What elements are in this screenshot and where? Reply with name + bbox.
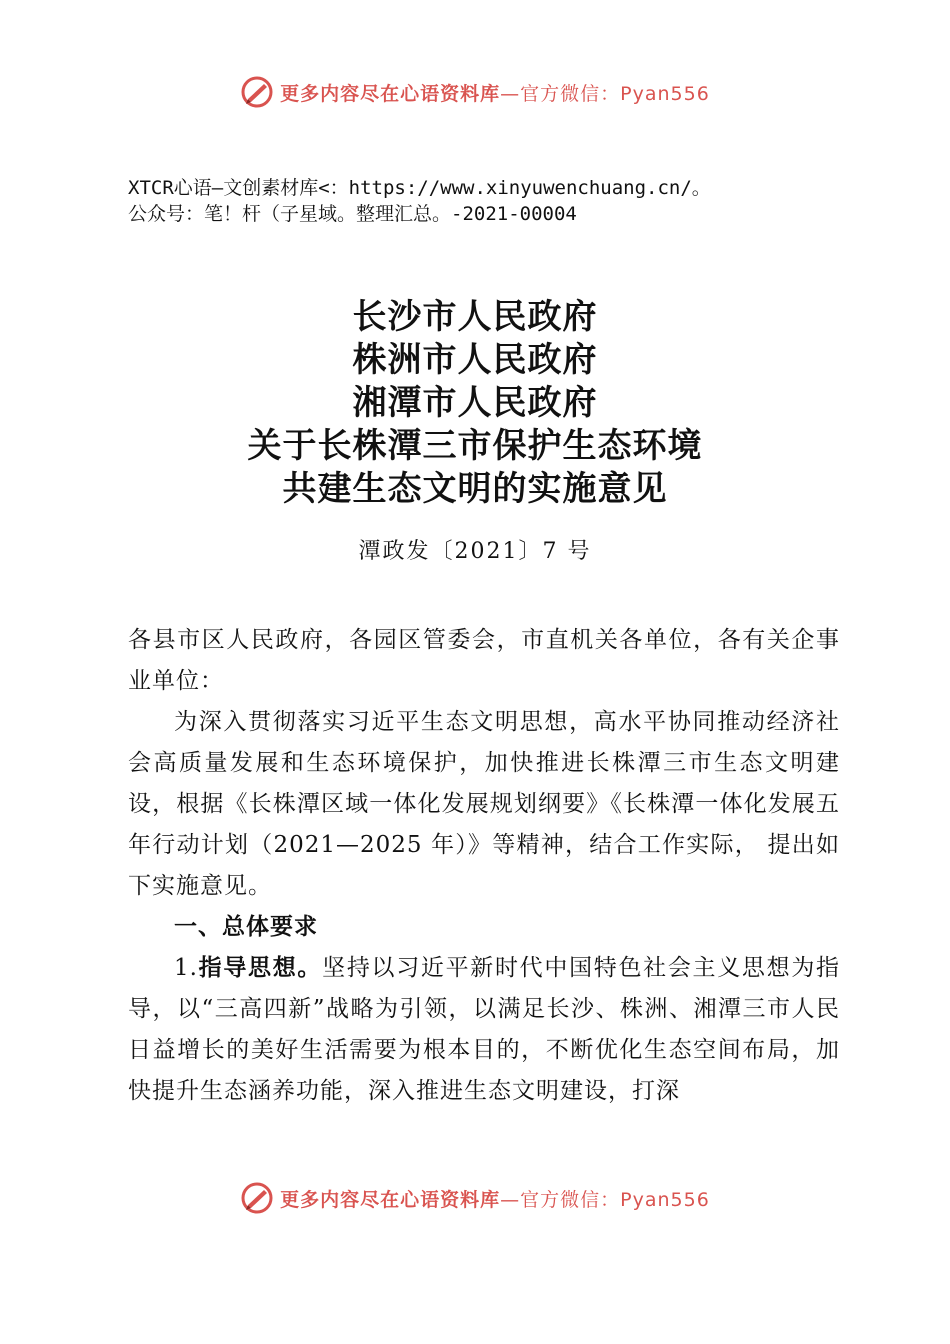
title-line: 株洲市人民政府 xyxy=(352,340,598,380)
brand-logo-icon xyxy=(240,1181,274,1215)
source-line: 公众号：笔！杆（子星域。整理汇总。-2021-00004 xyxy=(128,203,577,225)
source-line: XTCR心语—文创素材库<：https://www.xinyuwenchuang.cn/。 xyxy=(128,177,711,199)
section-heading: 一、总体要求 xyxy=(174,914,318,940)
recipients: 各县市区人民政府，各园区管委会，市直机关各单位，各有关企事业单位： xyxy=(128,627,840,694)
brand-logo-icon xyxy=(240,75,274,109)
item-lead: 指导思想。 xyxy=(197,955,323,981)
watermark-text: 更多内容尽在心语资料库—官方微信：Pyan556 xyxy=(280,1188,710,1211)
title-line: 共建生态文明的实施意见 xyxy=(282,469,668,509)
watermark-footer xyxy=(0,1178,950,1218)
watermark-text: 更多内容尽在心语资料库—官方微信：Pyan556 xyxy=(280,82,710,105)
intro-paragraph: 为深入贯彻落实习近平生态文明思想，高水平协同推动经济社会高质量发展和生态环境保护，加快推进长株潭三市生态文明建设，根据《长株潭区域一体化发展规划纲要》《长株潭一体化发展五年行动计划（2021—2025 年）》等精神，结合工作实际， 提出如下实施意见。 xyxy=(128,709,840,899)
document-title xyxy=(0,296,950,511)
item-paragraph xyxy=(128,948,840,1112)
title-line: 湘潭市人民政府 xyxy=(352,383,598,423)
item-text: 坚持以习近平新时代中国特色社会主义思想为指导，以“三高四新”战略为引领，以满足长沙、株洲、湘潭三市人民日益增长的美好生活需要为根本目的，不断优化生态空间布局，加快提升生态涵养功能，深入推进生态文明建设，打深 xyxy=(128,955,841,1104)
title-line: 长沙市人民政府 xyxy=(352,297,598,337)
source-note xyxy=(128,175,888,227)
item-number: 1. xyxy=(174,955,198,981)
watermark-header xyxy=(0,72,950,112)
title-line: 关于长株潭三市保护生态环境 xyxy=(247,426,703,466)
document-body xyxy=(128,620,840,1112)
document-number: 潭政发〔2021〕7 号 xyxy=(358,539,592,564)
